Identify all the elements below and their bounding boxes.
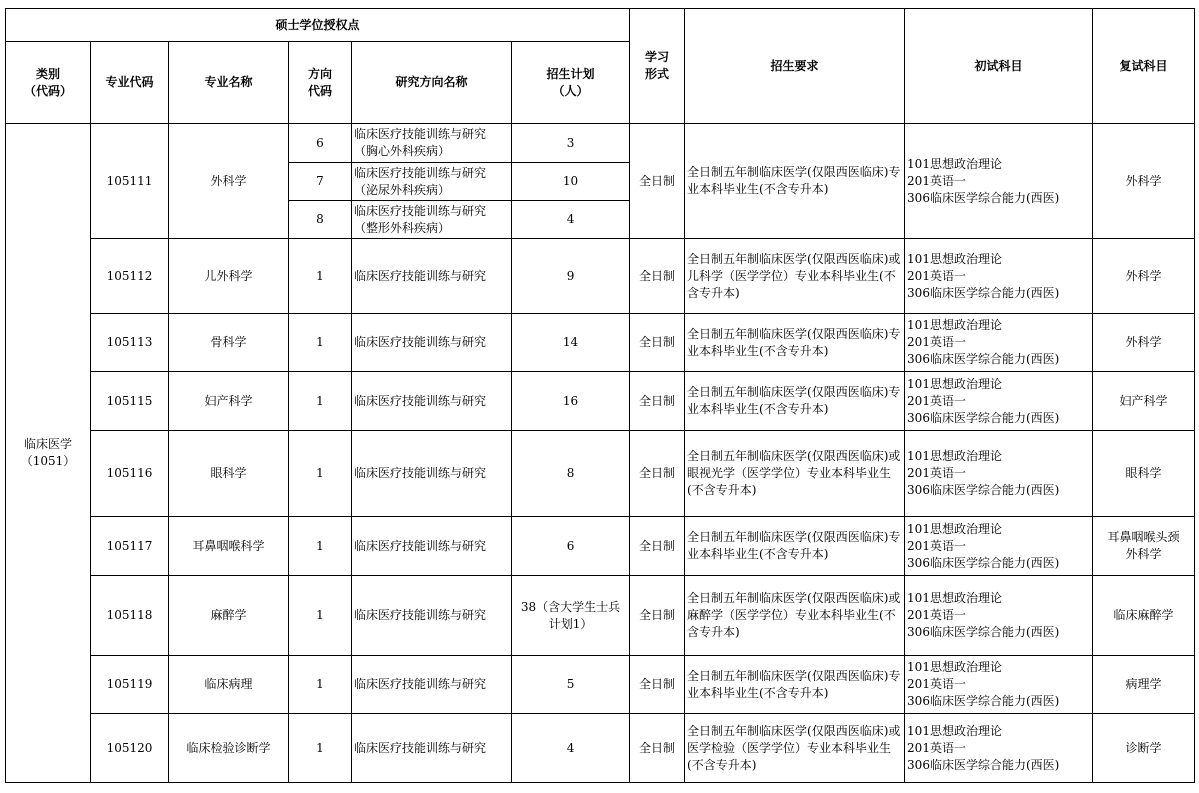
retest-subject: 病理学 xyxy=(1093,656,1195,714)
requirements: 全日制五年制临床医学(仅限西医临床)专业本科毕业生(不含专升本) xyxy=(685,314,905,372)
dir-name: 临床医疗技能训练与研究 xyxy=(352,517,512,576)
dir-code: 1 xyxy=(289,239,352,314)
dir-code: 1 xyxy=(289,714,352,783)
study-mode: 全日制 xyxy=(630,372,685,431)
major-code: 105119 xyxy=(91,656,169,714)
major-code: 105113 xyxy=(91,314,169,372)
study-mode: 全日制 xyxy=(630,239,685,314)
major-code: 105111 xyxy=(91,124,169,239)
dir-name: 临床医疗技能训练与研究 （泌尿外科疾病） xyxy=(352,163,512,201)
table-row xyxy=(6,656,1195,714)
header-requirements: 招生要求 xyxy=(685,9,905,124)
exam-subjects: 101思想政治理论 201英语一 306临床医学综合能力(西医) xyxy=(905,314,1093,372)
exam-subjects: 101思想政治理论 201英语一 306临床医学综合能力(西医) xyxy=(905,239,1093,314)
retest-subject: 外科学 xyxy=(1093,314,1195,372)
dir-code: 1 xyxy=(289,431,352,517)
table-row xyxy=(6,517,1195,576)
dir-code: 6 xyxy=(289,124,352,163)
exam-subjects: 101思想政治理论 201英语一 306临床医学综合能力(西医) xyxy=(905,576,1093,656)
major-name: 儿外科学 xyxy=(169,239,289,314)
major-name: 骨科学 xyxy=(169,314,289,372)
requirements: 全日制五年制临床医学(仅限西医临床)或儿科学（医学学位）专业本科毕业生(不含专升本) xyxy=(685,239,905,314)
requirements: 全日制五年制临床医学(仅限西医临床)或眼视光学（医学学位）专业本科毕业生(不含专升本) xyxy=(685,431,905,517)
table-row xyxy=(6,124,1195,163)
exam-subjects: 101思想政治理论 201英语一 306临床医学综合能力(西医) xyxy=(905,714,1093,783)
retest-subject: 眼科学 xyxy=(1093,431,1195,517)
exam-subjects: 101思想政治理论 201英语一 306临床医学综合能力(西医) xyxy=(905,124,1093,239)
dir-name: 临床医疗技能训练与研究 xyxy=(352,576,512,656)
header-group: 硕士学位授权点 xyxy=(6,9,630,42)
dir-code: 1 xyxy=(289,576,352,656)
header-major-code: 专业代码 xyxy=(91,42,169,124)
dir-name: 临床医疗技能训练与研究 xyxy=(352,372,512,431)
major-name: 临床检验诊断学 xyxy=(169,714,289,783)
table-row xyxy=(6,576,1195,656)
requirements: 全日制五年制临床医学(仅限西医临床)专业本科毕业生(不含专升本) xyxy=(685,656,905,714)
dir-name: 临床医疗技能训练与研究 xyxy=(352,431,512,517)
study-mode: 全日制 xyxy=(630,576,685,656)
plan: 16 xyxy=(512,372,630,431)
retest-subject: 外科学 xyxy=(1093,124,1195,239)
header-exam1: 初试科目 xyxy=(905,9,1093,124)
table-row xyxy=(6,714,1195,783)
major-code: 105117 xyxy=(91,517,169,576)
plan: 14 xyxy=(512,314,630,372)
plan: 6 xyxy=(512,517,630,576)
exam-subjects: 101思想政治理论 201英语一 306临床医学综合能力(西医) xyxy=(905,431,1093,517)
major-name: 外科学 xyxy=(169,124,289,239)
plan: 4 xyxy=(512,714,630,783)
header-exam2: 复试科目 xyxy=(1093,9,1195,124)
header-mode: 学习 形式 xyxy=(630,9,685,124)
table-row xyxy=(6,239,1195,314)
exam-subjects: 101思想政治理论 201英语一 306临床医学综合能力(西医) xyxy=(905,372,1093,431)
major-name: 妇产科学 xyxy=(169,372,289,431)
admissions-table xyxy=(5,8,1195,783)
retest-subject: 外科学 xyxy=(1093,239,1195,314)
header-category: 类别 （代码） xyxy=(6,42,91,124)
header-dir-code: 方向 代码 xyxy=(289,42,352,124)
table-row xyxy=(6,372,1195,431)
retest-subject: 耳鼻咽喉头颈 外科学 xyxy=(1093,517,1195,576)
study-mode: 全日制 xyxy=(630,517,685,576)
header-major-name: 专业名称 xyxy=(169,42,289,124)
plan: 8 xyxy=(512,431,630,517)
major-code: 105120 xyxy=(91,714,169,783)
major-name: 麻醉学 xyxy=(169,576,289,656)
study-mode: 全日制 xyxy=(630,314,685,372)
major-name: 耳鼻咽喉科学 xyxy=(169,517,289,576)
requirements: 全日制五年制临床医学(仅限西医临床)专业本科毕业生(不含专升本) xyxy=(685,124,905,239)
dir-name: 临床医疗技能训练与研究 （整形外科疾病） xyxy=(352,201,512,239)
exam-subjects: 101思想政治理论 201英语一 306临床医学综合能力(西医) xyxy=(905,656,1093,714)
major-name: 眼科学 xyxy=(169,431,289,517)
table-row xyxy=(6,431,1195,517)
dir-code: 1 xyxy=(289,517,352,576)
study-mode: 全日制 xyxy=(630,714,685,783)
study-mode: 全日制 xyxy=(630,431,685,517)
requirements: 全日制五年制临床医学(仅限西医临床)专业本科毕业生(不含专升本) xyxy=(685,372,905,431)
plan: 10 xyxy=(512,163,630,201)
dir-name: 临床医疗技能训练与研究 xyxy=(352,314,512,372)
dir-name: 临床医疗技能训练与研究 （胸心外科疾病） xyxy=(352,124,512,163)
dir-code: 1 xyxy=(289,372,352,431)
major-code: 105112 xyxy=(91,239,169,314)
dir-code: 8 xyxy=(289,201,352,239)
retest-subject: 临床麻醉学 xyxy=(1093,576,1195,656)
plan: 4 xyxy=(512,201,630,239)
study-mode: 全日制 xyxy=(630,656,685,714)
major-code: 105118 xyxy=(91,576,169,656)
plan: 5 xyxy=(512,656,630,714)
study-mode: 全日制 xyxy=(630,124,685,239)
header-plan: 招生计划 （人） xyxy=(512,42,630,124)
plan: 3 xyxy=(512,124,630,163)
dir-code: 1 xyxy=(289,656,352,714)
retest-subject: 诊断学 xyxy=(1093,714,1195,783)
dir-code: 7 xyxy=(289,163,352,201)
major-name: 临床病理 xyxy=(169,656,289,714)
requirements: 全日制五年制临床医学(仅限西医临床)专业本科毕业生(不含专升本) xyxy=(685,517,905,576)
requirements: 全日制五年制临床医学(仅限西医临床)或麻醉学（医学学位）专业本科毕业生(不含专升本) xyxy=(685,576,905,656)
dir-name: 临床医疗技能训练与研究 xyxy=(352,239,512,314)
plan: 9 xyxy=(512,239,630,314)
table-row xyxy=(6,314,1195,372)
header-dir-name: 研究方向名称 xyxy=(352,42,512,124)
plan: 38（含大学生士兵 计划1） xyxy=(512,576,630,656)
dir-name: 临床医疗技能训练与研究 xyxy=(352,656,512,714)
dir-name: 临床医疗技能训练与研究 xyxy=(352,714,512,783)
dir-code: 1 xyxy=(289,314,352,372)
major-code: 105116 xyxy=(91,431,169,517)
retest-subject: 妇产科学 xyxy=(1093,372,1195,431)
major-code: 105115 xyxy=(91,372,169,431)
requirements: 全日制五年制临床医学(仅限西医临床)或医学检验（医学学位）专业本科毕业生(不含专升本) xyxy=(685,714,905,783)
exam-subjects: 101思想政治理论 201英语一 306临床医学综合能力(西医) xyxy=(905,517,1093,576)
category-cell: 临床医学 （1051） xyxy=(6,124,91,783)
